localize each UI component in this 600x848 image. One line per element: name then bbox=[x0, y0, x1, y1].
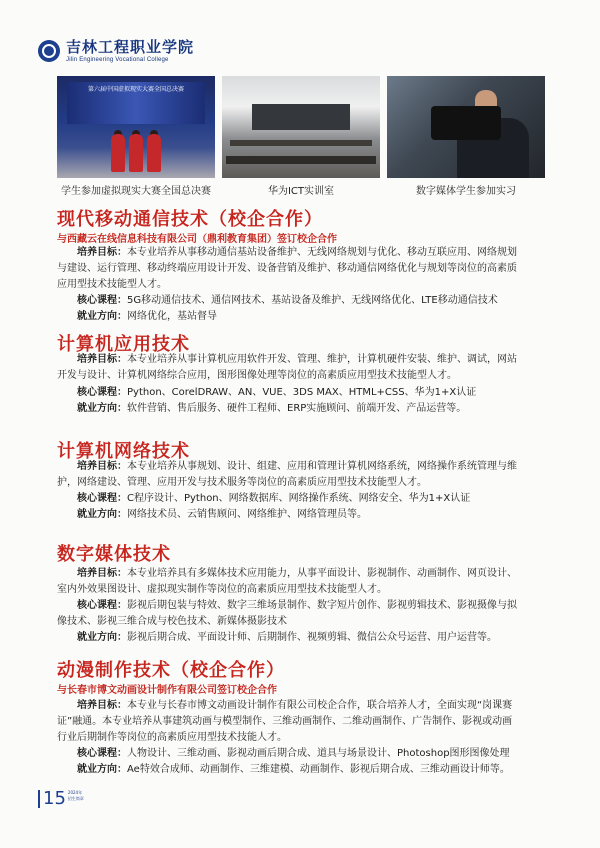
section-core-digital-media: 核心课程：影视后期包装与特效、数字三维场景制作、数字短片创作、影视剪辑技术、影视摄像与拟 像技术、影视三维合成与校色技术、新媒体摄影技术 bbox=[57, 600, 517, 627]
section-goal-network: 培养目标：本专业培养从事规划、设计、组建、应用和管理计算机网络系统，网络操作系统管理与维 护，网络建设、管理、应用开发与技术服务等岗位的高素质应用型技术技能型人才。 bbox=[57, 461, 517, 488]
section-goal-mobile-comm: 培养目标：本专业培养从事移动通信基站设备维护、无线网络规划与优化、移动互联应用、网络规划 与建设、运行管理、移动终端应用设计开发、设备营销及维护、移动通信网络优化与规划等岗位的高素质 应用型技术技能型人才。 bbox=[57, 247, 517, 290]
page-number: 15 bbox=[38, 790, 66, 808]
college-name-en: Jilin Engineering Vocational College bbox=[66, 56, 169, 63]
section-title-mobile-comm: 现代移动通信技术（校企合作） bbox=[57, 209, 323, 230]
section-subtitle-mobile-comm: 与西藏云在线信息科技有限公司（鼎利教育集团）签订校企合作 bbox=[57, 234, 337, 245]
section-job-mobile-comm: 就业方向：网络优化，基站督导 bbox=[77, 311, 217, 322]
photo-strip bbox=[57, 76, 545, 178]
section-core-network: 核心课程：C程序设计、Python、网络数据库、网络操作系统、网络安全、华为1+X认证 bbox=[77, 493, 471, 504]
section-goal-animation: 培养目标：本专业与长春市博文动画设计制作有限公司校企合作，联合培养人才，全面实现“岗课赛 证”融通。本专业培养从事建筑动画与模型制作、三维动画制作、二维动画制作、广告制作、影视或动画 行业后期制作等岗位的高素质应用型技术技能人才。 bbox=[57, 700, 513, 743]
section-title-animation: 动漫制作技术（校企合作） bbox=[57, 660, 285, 681]
section-job-computer-app: 就业方向：软件营销、售后服务、硬件工程师、ERP实施顾问、前端开发、产品运营等。 bbox=[77, 403, 467, 414]
college-logo bbox=[38, 38, 194, 64]
college-name-cn: 吉林工程职业学院 bbox=[66, 37, 195, 56]
section-job-animation: 就业方向：Ae特效合成师、动画制作、三维建模、动画制作、影视后期合成、三维动画设计师等。 bbox=[77, 764, 510, 775]
caption-1: 学生参加虚拟现实大赛全国总决赛 bbox=[61, 186, 211, 197]
section-goal-digital-media: 培养目标：本专业培养具有多媒体技术应用能力，从事平面设计、影视制作、动画制作、网页设计、 室内外效果图设计、虚拟现实制作等岗位的高素质应用型技术技能型人才。 bbox=[57, 568, 517, 595]
caption-3: 数字媒体学生参加实习 bbox=[416, 186, 516, 197]
section-core-mobile-comm: 核心课程：5G移动通信技术、通信网技术、基站设备及维护、无线网络优化、LTE移动通信技术 bbox=[77, 295, 498, 306]
backdrop-text: 第六届中国虚拟现实大赛全国总决赛 bbox=[87, 86, 184, 93]
section-core-animation: 核心课程：人物设计、三维动画、影视动画后期合成、道具与场景设计、Photoshop图形图像处理 bbox=[77, 748, 510, 759]
section-title-network: 计算机网络技术 bbox=[57, 441, 190, 462]
photo-vr-competition bbox=[57, 76, 215, 178]
page-footer bbox=[38, 790, 84, 808]
photo-media-internship bbox=[387, 76, 545, 178]
photo-huawei-ict-lab bbox=[222, 76, 380, 178]
section-job-digital-media: 就业方向：影视后期合成、平面设计师、后期制作、视频剪辑、微信公众号运营、用户运营等。 bbox=[77, 632, 497, 643]
college-seal-icon bbox=[38, 40, 60, 62]
photo-captions bbox=[57, 182, 545, 197]
section-subtitle-animation: 与长春市博文动画设计制作有限公司签订校企合作 bbox=[57, 685, 277, 696]
section-core-computer-app: 核心课程：Python、CorelDRAW、AN、VUE、3DS MAX、HTML+CSS、华为1+X认证 bbox=[77, 387, 477, 398]
section-title-digital-media: 数字媒体技术 bbox=[57, 544, 171, 565]
section-title-computer-app: 计算机应用技术 bbox=[57, 334, 190, 355]
footer-caption: 2024年 招生简章 bbox=[67, 790, 84, 801]
section-job-network: 就业方向：网络技术员、云销售顾问、网络维护、网络管理员等。 bbox=[77, 509, 367, 520]
section-goal-computer-app: 培养目标：本专业培养从事计算机应用软件开发、管理、维护，计算机硬件安装、维护、调试，网站 开发与设计、计算机网络综合应用，图形图像处理等岗位的高素质应用型技术技能型人才。 bbox=[57, 354, 517, 381]
caption-2: 华为ICT实训室 bbox=[267, 186, 335, 197]
